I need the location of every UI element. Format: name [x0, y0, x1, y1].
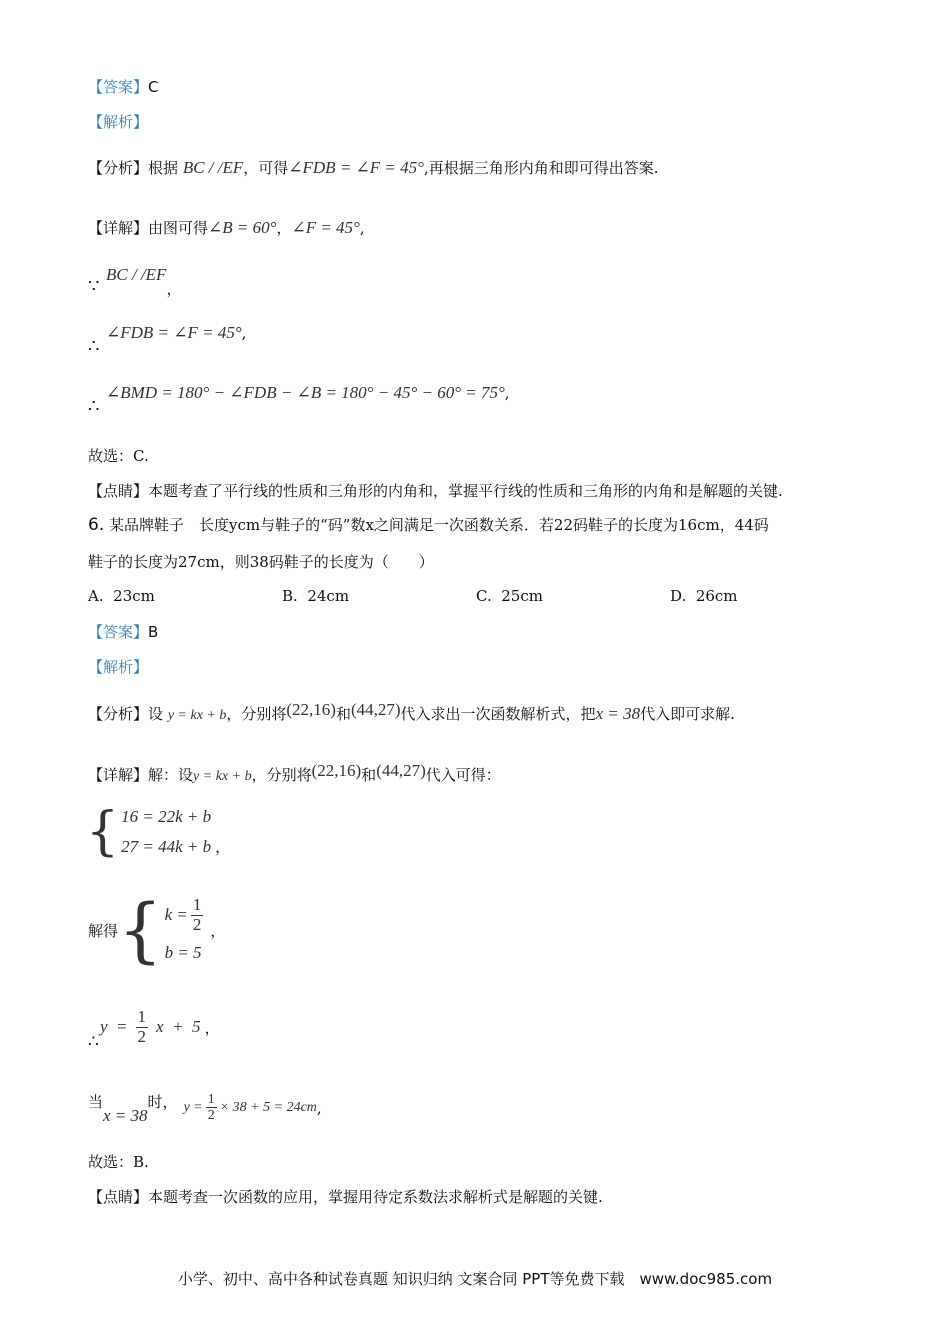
denominator: 2: [192, 914, 202, 934]
option-label: C.: [476, 587, 492, 605]
q5-fenxi-line: [88, 157, 659, 178]
q6-xiangjie-line: [88, 761, 501, 785]
q6-dianjing-line: [88, 1186, 603, 1207]
xiangjie-text: ,: [359, 219, 365, 237]
math-angle-f: ∠F = 45°: [291, 218, 360, 237]
solution-b: b = 5: [164, 943, 202, 962]
q5-choose: 故选：C.: [88, 447, 149, 465]
func-lhs: y =: [100, 1017, 128, 1037]
math-angle-eq: ∠FDB = ∠F = 45°: [288, 158, 424, 177]
therefore-symbol: ∴: [88, 336, 100, 357]
option-label: B.: [282, 587, 298, 605]
dianjing-text: 本题考查一次函数的应用，掌握用待定系数法求解析式是解题的关键.: [148, 1188, 603, 1206]
q5-step3: [106, 383, 510, 403]
fenxi-text: 代入求出一次函数解析式，把: [400, 705, 596, 723]
answer-value: C: [148, 78, 159, 96]
solved-system: [88, 889, 226, 971]
equation-system: [86, 802, 230, 862]
math-x38: x = 38: [103, 1105, 148, 1125]
q6-jiexi-line: [88, 656, 148, 677]
calc-punct: ,: [316, 1098, 322, 1117]
denominator: 2: [207, 1108, 215, 1124]
math-point-2: (44,27): [376, 761, 426, 780]
math-linear-func: y = kx + b: [193, 769, 252, 784]
left-brace: {: [86, 802, 120, 862]
fenxi-tag: 【分析】: [88, 705, 149, 723]
xiangjie-text: 由图可得: [148, 219, 209, 237]
function-result: [100, 1008, 220, 1046]
xiangjie-tag: 【详解】: [88, 219, 149, 237]
fenxi-tag: 【分析】: [88, 159, 149, 177]
answer-tag: 【答案】: [88, 78, 149, 96]
option-text: 24cm: [307, 587, 350, 605]
answer-value: B: [148, 623, 159, 641]
calc-lhs: y =: [183, 1099, 203, 1115]
option-b[interactable]: [282, 587, 349, 605]
fenxi-text: ，可得: [243, 159, 289, 177]
solve-label: 解得: [88, 921, 119, 940]
dianjing-tag: 【点睛】: [88, 1188, 149, 1206]
evaluation-line: [88, 1092, 322, 1124]
xiangjie-text: ，: [276, 219, 292, 237]
math-linear-func: y = kx + b: [167, 708, 227, 723]
therefore-symbol: ∴: [88, 1032, 99, 1052]
option-label: A.: [88, 587, 104, 605]
solution-k: [165, 892, 207, 938]
because-symbol: ∵: [88, 276, 100, 297]
xiangjie-text: 解：设: [148, 766, 194, 784]
answer-tag: 【答案】: [88, 623, 149, 641]
footer-promo: 小学、初中、高中各种试卷真题 知识归纳 文案合同 PPT等免费下载 www.doc985.com: [177, 1270, 773, 1288]
q6-answer-line: [88, 621, 158, 642]
solution-list: [165, 892, 207, 968]
fenxi-text: ，分别将: [226, 705, 287, 723]
jiexi-tag: 【解析】: [88, 658, 149, 676]
step3-punct: ,: [504, 384, 510, 402]
option-text: 23cm: [113, 587, 155, 605]
math-angle-b: ∠B = 60°: [208, 218, 277, 237]
math-step3: ∠BMD = 180° − ∠FDB − ∠B = 180° − 45° − 60° = 75°: [106, 383, 505, 402]
q5-step1: [106, 264, 182, 298]
math-x38: x = 38: [595, 704, 641, 723]
solve-punct: ，: [210, 921, 226, 940]
q5-step2: [106, 323, 246, 343]
numerator: 1: [207, 1092, 215, 1107]
q5-xiangjie-line: [88, 217, 365, 238]
option-c[interactable]: [476, 587, 543, 605]
fenxi-text: 根据: [148, 159, 179, 177]
fraction-half: [136, 1008, 149, 1046]
q6-stem-line1: [88, 514, 769, 535]
q6-fenxi-line: [88, 700, 735, 724]
equation-1: 16 = 22k + b: [121, 807, 212, 826]
xiangjie-tag: 【详解】: [88, 766, 149, 784]
func-rhs: x + 5: [156, 1017, 201, 1037]
xiangjie-text: 代入可得：: [425, 766, 501, 784]
q6-choose: 故选：B.: [88, 1153, 149, 1171]
option-a[interactable]: [88, 587, 155, 605]
dianjing-tag: 【点睛】: [88, 482, 149, 500]
func-punct: ，: [204, 1018, 220, 1037]
step1-punct: ，: [166, 280, 182, 298]
math-point-1: (22,16): [311, 761, 362, 780]
when-text: 当: [88, 1093, 104, 1112]
numerator: 1: [137, 1007, 147, 1026]
equation-list: [121, 802, 211, 862]
jiexi-tag: 【解析】: [88, 113, 149, 131]
option-d[interactable]: [670, 587, 738, 605]
xiangjie-text: 和: [361, 766, 377, 784]
therefore-symbol: ∴: [88, 396, 100, 417]
question-stem: 某品牌鞋子 长度ycm与鞋子的“码”数x之间满足一次函数关系．若22码鞋子的长度为16cm，44码: [109, 516, 769, 534]
numerator: 1: [192, 894, 202, 914]
calc-rhs: × 38 + 5 = 24cm: [219, 1099, 317, 1115]
math-step2: ∠FDB = ∠F = 45°: [106, 323, 242, 342]
q5-dianjing-line: [88, 480, 783, 501]
fenxi-text: 代入即可求解.: [640, 705, 735, 723]
system-punct: ，: [215, 837, 231, 856]
fraction-half: [206, 1092, 217, 1124]
question-number: 6.: [88, 515, 105, 535]
fenxi-text: 和: [335, 705, 351, 723]
math-point-1: (22,16): [286, 700, 336, 719]
q5-answer-line: [88, 76, 159, 97]
q6-stem-line2: 鞋子的长度为27cm，则38码鞋子的长度为（ ）: [88, 553, 434, 571]
math-point-2: (44,27): [350, 700, 401, 719]
option-text: 25cm: [501, 587, 543, 605]
fenxi-text: 设: [148, 705, 164, 723]
left-brace: {: [118, 889, 163, 971]
denominator: 2: [137, 1026, 147, 1046]
xiangjie-text: ，分别将: [251, 766, 312, 784]
fraction-half: [191, 896, 204, 934]
option-label: D.: [670, 587, 687, 605]
equation-2: 27 = 44k + b: [121, 837, 212, 856]
when-text: 时，: [147, 1093, 178, 1112]
math-bc-parallel-ef: BC / /EF: [182, 158, 244, 177]
dianjing-text: 本题考查了平行线的性质和三角形的内角和，掌握平行线的性质和三角形的内角和是解题的关键.: [148, 482, 783, 500]
k-lhs: k =: [164, 905, 188, 924]
q5-jiexi-line: [88, 111, 148, 132]
option-text: 26cm: [695, 587, 738, 605]
fenxi-text: ,再根据三角形内角和即可得出答案.: [423, 159, 659, 177]
step2-punct: ,: [241, 324, 247, 342]
math-step1: BC / /EF: [106, 265, 167, 284]
